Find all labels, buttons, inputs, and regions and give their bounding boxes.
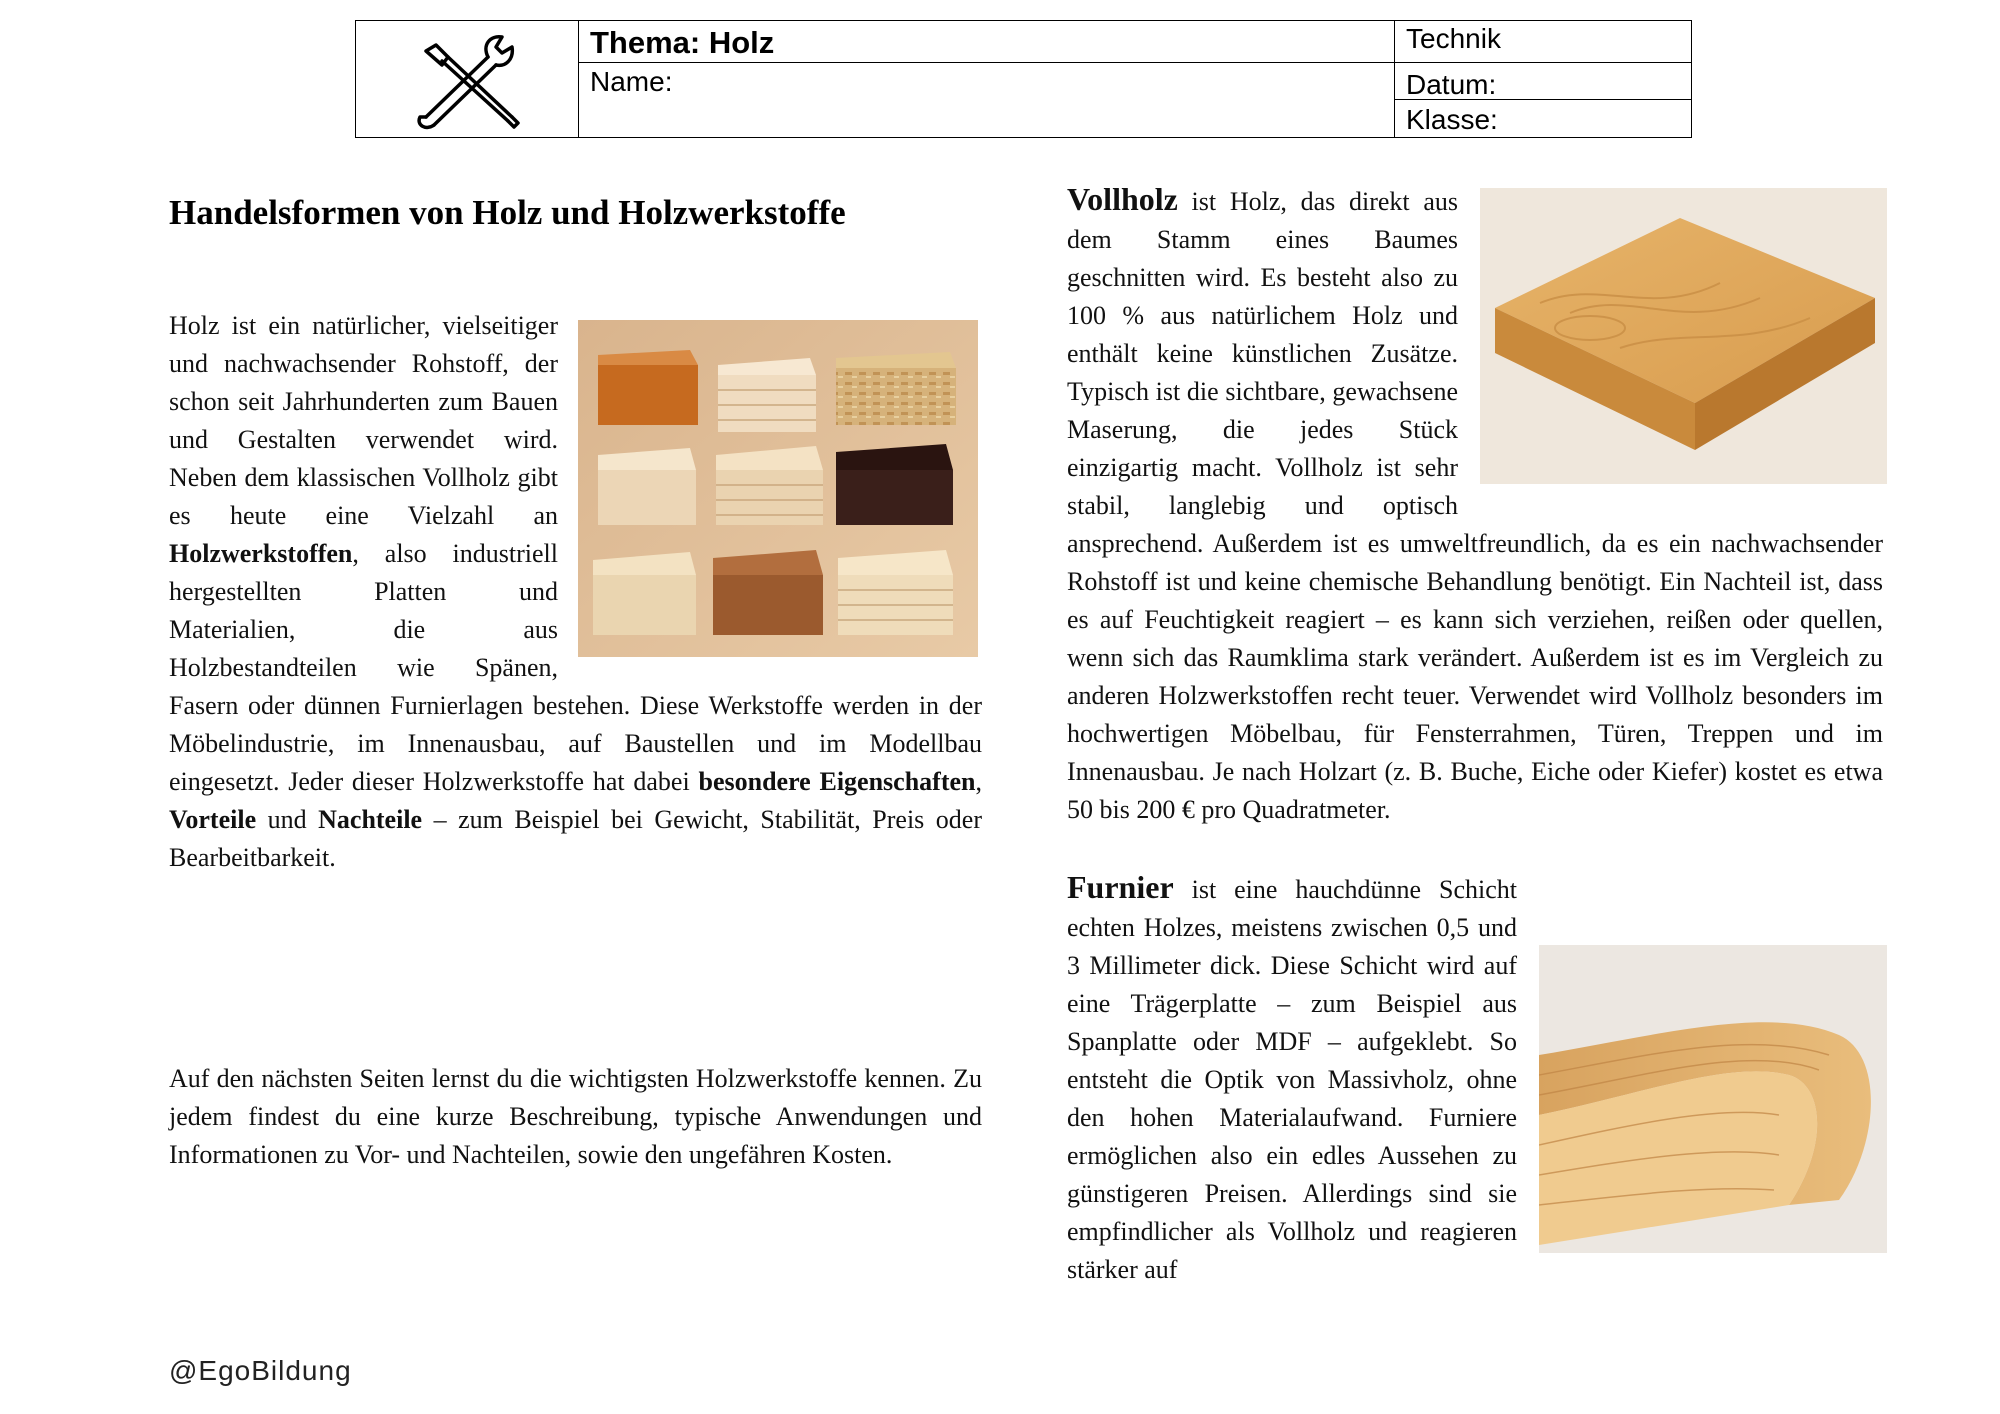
vollholz-text: ist Holz, das direkt aus dem Stamm eines Baumes geschnitten wird. Es besteht also zu 100 % aus natürlichem Holz und enthält keine künstlichen Zusätze. Typisch ist die sichtbare, gewachsene Maserung, die jedes Stück einzigartig macht. Vollholz ist sehr stabil, langlebig und optisch ansprechend. Außerdem ist es umweltfreundlich, da es ein nachwachsender Rohstoff ist und keine chemische Behandlung benötigt. Ein Nachteil ist, dass es auf Feuchtigkeit reagiert – es kann sich verziehen, reißen oder quellen, wenn sich das Raumklima stark verändert. Außerdem ist es im Vergleich zu anderen Holzwerkstoffen recht teuer. Verwendet wird Vollholz besonders im hochwertigen Möbelbau, für Fensterrahmen, Türen, Treppen und im Innenausbau. Je nach Holzart (z. B. Buche, Eiche oder Kiefer) kostet es etwa 50 bis 200 € pro Quadratmeter. — [1067, 187, 1883, 824]
subject-label: Technik — [1394, 21, 1691, 63]
page-title: Handelsformen von Holz und Holzwerkstoffe — [169, 193, 846, 232]
vollholz-paragraph — [1067, 180, 1883, 829]
author-credit: @EgoBildung — [169, 1355, 352, 1386]
intro-text-d: und — [256, 805, 319, 834]
header-logo-cell — [356, 21, 579, 137]
furnier-section — [1067, 868, 1883, 1289]
intro-section — [169, 307, 982, 877]
intro-text-e: – zum Beispiel bei Gewicht, Stabilität, Preis oder Bearbeitbarkeit. — [169, 805, 982, 872]
topic-title: Thema: Holz — [578, 21, 1394, 63]
intro-text-a: Holz ist ein natürlicher, vielseitiger und nachwachsender Rohstoff, der schon seit Jahrhunderten zum Bauen und Gestalten verwendet wird. Neben dem klassischen Vollholz gibt es heute eine Vielzahl an — [169, 311, 558, 530]
intro-term-vorteile: Vorteile — [169, 805, 257, 834]
worksheet-header — [355, 20, 1692, 138]
intro-term-nachteile: Nachteile — [318, 805, 423, 834]
wood-samples-image — [578, 320, 978, 657]
veneer-sheet-image — [1539, 945, 1887, 1253]
outro-paragraph: Auf den nächsten Seiten lernst du die wichtigsten Holzwerkstoffe kennen. Zu jedem findest du eine kurze Beschreibung, typische Anwendungen und Informationen zu Vor- und Nachteilen, sowie den ungefähren Kosten. — [169, 1064, 982, 1169]
vollholz-section — [1067, 180, 1883, 829]
class-field-label: Klasse: — [1406, 104, 1498, 135]
furnier-paragraph — [1067, 868, 1883, 1289]
intro-text-c: , — [975, 767, 982, 796]
furnier-text: ist eine hauchdünne Schicht echten Holzes, meistens zwischen 0,5 und 3 Millimeter dick. Diese Schicht wird auf eine Trägerplatte – zum Beispiel aus Spanplatte oder MDF – aufgeklebt. So entsteht die Optik von Massivholz, ohne den hohen Materialaufwand. Furniere ermöglichen also ein edles Aussehen zu günstigeren Preisen. Allerdings sind sie empfindlicher als Vollholz und reagieren stärker auf — [1067, 875, 1517, 1284]
intro-paragraph — [169, 307, 982, 877]
header-middle — [578, 21, 1395, 137]
date-field-label: Datum: — [1394, 63, 1691, 100]
header-right — [1394, 21, 1691, 137]
intro-term-holzwerkstoffe: Holzwerkstoffen — [169, 539, 353, 568]
furnier-term: Furnier — [1067, 869, 1174, 905]
tools-icon — [356, 21, 578, 136]
solid-wood-board-image — [1480, 188, 1887, 484]
name-field-label: Name: — [590, 66, 673, 97]
intro-text-b: , also industriell hergestellten Platten und Materialien, die aus Holzbestandteilen wie Spänen, Fasern oder dünnen Furnierlagen bestehen. Diese Werkstoffe werden in der Möbelindustrie, im Innenausbau, auf Baustellen und im Modellbau eingesetzt. Jeder dieser Holzwerkstoffe hat dabei — [169, 539, 982, 796]
intro-term-eigenschaften: besondere Eigenschaften — [698, 767, 976, 796]
vollholz-term: Vollholz — [1067, 181, 1178, 217]
